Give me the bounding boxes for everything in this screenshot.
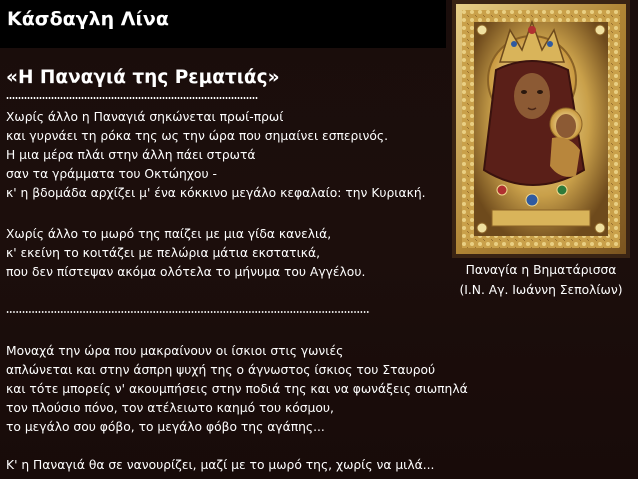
poem-line: το μεγάλο σου φόβο, το μεγάλο φόβο της αγάπης... [6,420,325,434]
poem-line: τον πλούσιο πόνο, τον ατέλειωτο καημό του κόσμου, [6,401,334,415]
poem-line: που δεν πίστεψαν ακόμα ολότελα το μήνυμα του Αγγέλου. [6,265,366,279]
dotted-divider-long [6,309,370,315]
poem-line: Χωρίς άλλο το μωρό της παίζει με μια γίδα κανελιά, [6,227,332,241]
poem-line: και γυρνάει τη ρόκα της ως την ώρα που σημαίνει εσπερινός. [6,129,389,143]
poem-line: κ' εκείνη το κοιτάζει με πελώρια μάτια εκστατικά, [6,246,321,260]
poem-line: σαν τα γράμματα του Οκτώηχου - [6,167,217,181]
dotted-divider-short [6,95,258,101]
poem-line: απλώνεται και στην άσπρη ψυχή της ο άγνωστος ίσκιος του Σταυρού [6,363,436,377]
poem-line: Μοναχά την ώρα που μακραίνουν οι ίσκιοι στις γωνιές [6,344,344,358]
poem-line: Χωρίς άλλο η Παναγιά σηκώνεται πρωί-πρωί [6,110,284,124]
poem-closing-line: Κ' η Παναγιά θα σε νανουρίζει, μαζί με το μωρό της, χωρίς να μιλά... [6,458,435,472]
icon-caption-church: (Ι.Ν. Αγ. Ιωάννη Σεπολίων) [459,283,623,297]
icon-caption-title: Παναγία η Βηματάρισσα [465,263,617,277]
poem-line: κ' η βδομάδα αρχίζει μ' ένα κόκκινο μεγάλο κεφαλαίο: την Κυριακή. [6,186,426,200]
author-name: Κάσδαγλη Λίνα [7,8,169,30]
poem-line: και τότε μπορείς ν' ακουμπήσεις στην ποδιά της και να φωνάξεις σιωπηλά [6,382,468,396]
poem-line: Η μια μέρα πλάι στην άλλη πάει στρωτά [6,148,256,162]
virgin-mary-icon-image [452,0,630,258]
poem-title: «Η Παναγιά της Ρεματιάς» [6,67,280,88]
author-header-bar [0,0,446,48]
